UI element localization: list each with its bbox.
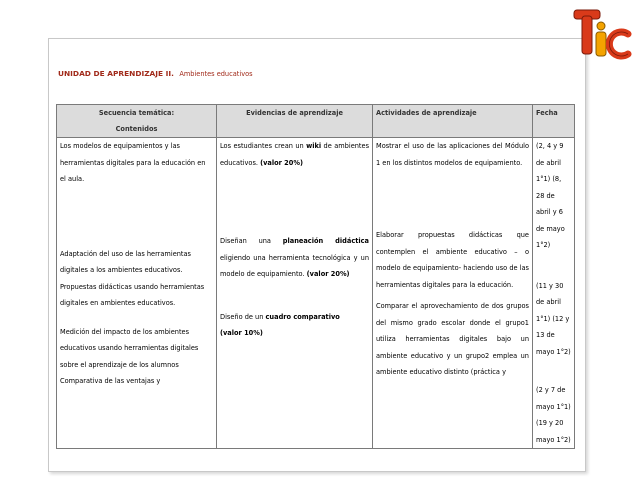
evidencia-1-text-2: de ambientes educativos. xyxy=(220,142,370,167)
unit-heading: UNIDAD DE APRENDIZAJE II. xyxy=(58,69,174,78)
logo-c xyxy=(609,32,628,56)
contenido-1: Los modelos de equipamientos y las herramientas digitales para la educación en el aula. xyxy=(60,142,206,183)
fecha-2: (11 y 30 de abril 1°1) (12 y 13 de mayo 1°2) xyxy=(536,281,571,356)
contenido-4: Medición del impacto de los ambientes educativos usando herramientas digitales sobre el aprendizaje de los alumnos Comparativa de las ventajas y xyxy=(60,327,199,385)
actividad-1: Mostrar el uso de las aplicaciones del Módulo 1 en los distintos modelos de equipamiento. xyxy=(376,142,529,167)
evidencia-2-text: Diseñan una xyxy=(220,237,283,245)
header-secuencia-line1: Secuencia temática: xyxy=(98,109,175,117)
cell-actividades xyxy=(373,138,533,449)
fecha-3: (2 y 7 de mayo 1°1) (19 y 20 mayo 1°2) xyxy=(536,386,571,444)
unit-subtitle: Ambientes educativos xyxy=(179,70,253,78)
header-secuencia xyxy=(57,105,217,138)
header-evidencias: Evidencias de aprendizaje xyxy=(217,105,373,138)
cell-fecha xyxy=(533,138,575,449)
evidencia-3 xyxy=(220,309,369,326)
actividad-3: Comparar el aprovechamiento de dos grupos del mismo grado escolar donde el grupo1 utiliza herramientas digitales bajo un ambiente educativo y un grupo2 emplea un ambiente educativo distinto (práctica y xyxy=(376,302,529,376)
evidencia-3-text: Diseño de un xyxy=(220,312,266,321)
evidencia-1-value: (valor 20%) xyxy=(260,158,303,167)
actividad-2: Elaborar propuestas didácticas que contemplen el ambiente educativo – o modelo de equipamiento- haciendo uso de las herramientas digitales para la educación. xyxy=(376,231,529,289)
table-header-row xyxy=(57,105,575,138)
evidencia-2-text-2: eligiendo una herramienta tecnológica y un modelo de equipamiento. xyxy=(220,253,369,278)
contenido-3: Propuestas didácticas usando herramientas digitales en ambientes educativos. xyxy=(60,282,205,307)
header-fecha: Fecha xyxy=(533,105,575,138)
learning-unit-table xyxy=(56,104,575,449)
cell-evidencias xyxy=(217,138,373,449)
evidencia-2 xyxy=(220,233,369,283)
unit-title xyxy=(58,69,253,78)
header-secuencia-line2: Contenidos xyxy=(115,125,158,133)
evidencia-1 xyxy=(220,138,369,171)
evidencia-1-bold: wiki xyxy=(306,142,322,150)
evidencia-2-bold: planeación didáctica xyxy=(282,237,370,245)
evidencia-3-value: (valor 10%) xyxy=(220,329,263,337)
evidencia-2-value: (valor 20%) xyxy=(306,270,350,278)
contenido-2: Adaptación del uso de las herramientas digitales a los ambientes educativos. xyxy=(60,249,191,274)
evidencia-3-bold: cuadro comparativo xyxy=(265,312,340,321)
evidencia-1-text: Los estudiantes crean un xyxy=(220,142,307,150)
header-actividades: Actividades de aprendizaje xyxy=(373,105,533,138)
tic-logo xyxy=(570,6,632,66)
logo-i xyxy=(596,22,606,56)
cell-contenidos xyxy=(57,138,217,449)
fecha-1: (2, 4 y 9 de abril 1°1) (8, 28 de abril y 6 de mayo 1°2) xyxy=(536,142,565,249)
table-row xyxy=(57,138,575,449)
